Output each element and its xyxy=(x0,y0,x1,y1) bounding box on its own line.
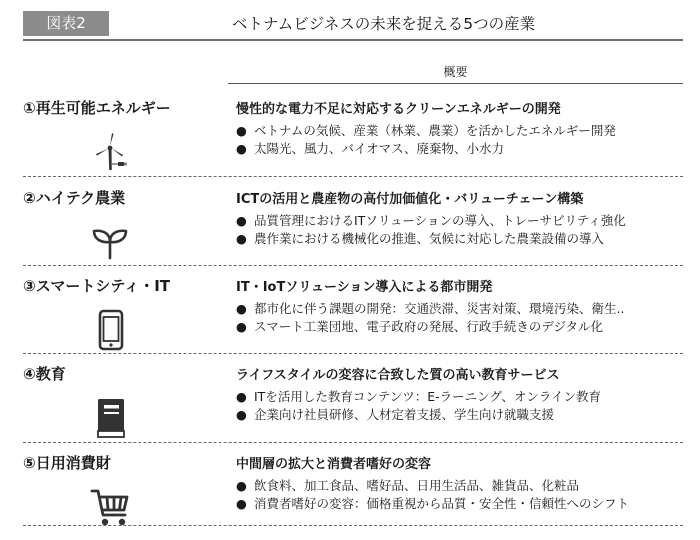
bullet-icon: ● xyxy=(236,123,247,138)
section-heading: ライフスタイルの変容に合致した質の高い教育サービス xyxy=(236,368,560,383)
bullet-list xyxy=(236,122,616,158)
bullet-icon: ● xyxy=(236,478,247,493)
bullet-icon: ● xyxy=(236,319,247,334)
bullet-icon: ● xyxy=(236,407,247,422)
section-title: ⑤日用消費財 xyxy=(23,454,111,472)
bullet-list xyxy=(236,212,626,248)
bullet-icon: ● xyxy=(236,301,247,316)
bullet-icon: ● xyxy=(236,231,247,246)
list-item xyxy=(236,212,626,230)
column-header: 概要 xyxy=(443,65,468,79)
wind-turbine-icon xyxy=(89,130,133,174)
bullet-list xyxy=(236,300,624,336)
shopping-cart-icon xyxy=(89,485,133,529)
bullet-text: 企業向け社員研修、人材定着支援、学生向け就職支援 xyxy=(254,407,555,422)
section-heading: 慢性的な電力不足に対応するクリーンエネルギーの開発 xyxy=(236,102,561,117)
bullet-text: 太陽光、風力、バイオマス、廃棄物、小水力 xyxy=(254,141,505,156)
bullet-text: 都市化に伴う課題の開発：交通渋滞、災害対策、環境汚染、衛生.. xyxy=(254,301,625,316)
list-item xyxy=(236,477,629,495)
list-item xyxy=(236,495,629,513)
bullet-text: ベトナムの気候、産業（林業、農業）を活かしたエネルギー開発 xyxy=(254,123,616,138)
bullet-icon: ● xyxy=(236,213,247,228)
bullet-text: ITを活用した教育コンテンツ：E-ラーニング、オンライン教育 xyxy=(254,389,601,404)
section-title: ②ハイテク農業 xyxy=(23,189,126,207)
section-title: ④教育 xyxy=(23,365,66,383)
section-divider xyxy=(23,442,683,443)
smartphone-icon xyxy=(89,308,133,352)
section-heading: ICTの活用と農産物の高付加価値化・バリューチェーン構築 xyxy=(236,192,584,207)
list-item xyxy=(236,140,616,158)
bullet-list xyxy=(236,388,601,424)
section-divider xyxy=(23,525,683,526)
section-divider xyxy=(23,353,683,354)
bullet-text: 消費者嗜好の変容：価格重視から品質・安全性・信頼性へのシフト xyxy=(254,496,630,511)
bullet-text: 品質管理におけるITソリューションの導入、トレーサビリティ強化 xyxy=(254,213,626,228)
section-divider xyxy=(23,265,683,266)
figure-title: ベトナムビジネスの未来を捉える5つの産業 xyxy=(232,15,536,33)
section-title: ③スマートシティ・IT xyxy=(23,277,171,295)
section-heading: 中間層の拡大と消費者嗜好の変容 xyxy=(236,457,432,472)
sprout-icon xyxy=(89,220,133,264)
bullet-icon: ● xyxy=(236,496,247,511)
bullet-text: 飲食料、加工食品、嗜好品、日用生活品、雑貨品、化粧品 xyxy=(254,478,580,493)
section-heading: IT・IoTソリューション導入による都市開発 xyxy=(236,280,493,295)
title-divider xyxy=(23,39,683,41)
list-item xyxy=(236,388,601,406)
list-item xyxy=(236,406,601,424)
list-item xyxy=(236,230,626,248)
column-header-divider xyxy=(228,83,683,84)
figure-label: 図表2 xyxy=(23,11,109,36)
bullet-icon: ● xyxy=(236,389,247,404)
section-title: ①再生可能エネルギー xyxy=(23,99,171,117)
list-item xyxy=(236,122,616,140)
bullet-text: 農作業における機械化の推進、気候に対応した農業設備の導入 xyxy=(254,231,605,246)
section-divider xyxy=(23,176,683,177)
list-item xyxy=(236,300,624,318)
list-item xyxy=(236,318,624,336)
bullet-text: スマート工業団地、電子政府の発展、行政手続きのデジタル化 xyxy=(254,319,604,334)
bullet-icon: ● xyxy=(236,141,247,156)
bullet-list xyxy=(236,477,629,513)
book-icon xyxy=(89,396,133,440)
